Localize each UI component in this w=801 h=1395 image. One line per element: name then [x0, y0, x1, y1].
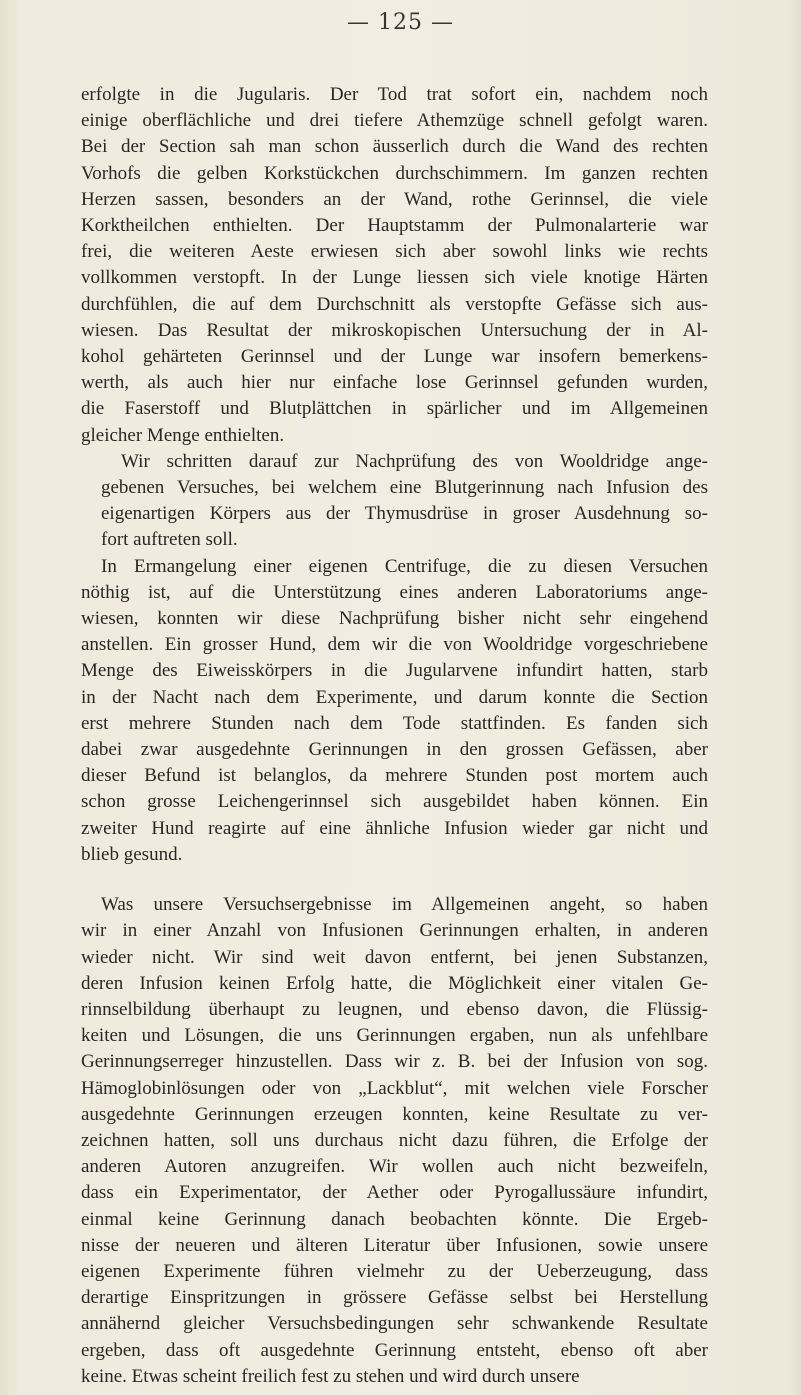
text-line: in der Nacht nach dem Experimente, und darum konnte die Section: [81, 686, 708, 708]
text-line: Herzen sassen, besonders an der Wand, rothe Gerinnsel, die viele: [81, 188, 708, 210]
text-line: kohol gehärteten Gerinnsel und der Lunge war insofern bemerkens-: [81, 346, 708, 368]
text-line: wieder nicht. Wir sind weit davon entfernt, bei jenen Substanzen,: [81, 946, 708, 968]
text-line: nisse der neueren und älteren Literatur über Infusionen, sowie unsere: [81, 1234, 708, 1256]
text-line: eigenartigen Körpers aus der Thymusdrüse in groser Ausdehnung so-: [101, 503, 708, 525]
text-line: gleicher Menge enthielten.: [81, 424, 285, 446]
text-line: wiesen, konnten wir diese Nachprüfung bisher nicht sehr eingehend: [81, 608, 708, 630]
text-line: fort auftreten soll.: [101, 529, 238, 551]
text-line: zweiter Hund reagirte auf eine ähnliche Infusion wieder gar nicht und: [81, 817, 708, 839]
text-line: dass ein Experimentator, der Aether oder Pyrogallussäure infundirt,: [81, 1182, 708, 1204]
text-line: einmal keine Gerinnung danach beobachten könnte. Die Ergeb-: [81, 1208, 708, 1230]
text-line: einige oberflächliche und drei tiefere Athemzüge schnell gefolgt waren.: [81, 110, 708, 132]
body-text: [81, 82, 708, 1390]
text-line: blieb gesund.: [81, 843, 183, 865]
text-line: Wir schritten darauf zur Nachprüfung des von Wooldridge ange-: [121, 450, 708, 472]
text-line: durchfühlen, die auf dem Durchschnitt als verstopfte Gefässe sich aus-: [81, 293, 708, 315]
text-line: Was unsere Versuchsergebnisse im Allgemeinen angeht, so haben: [101, 894, 708, 916]
text-line: rinnselbildung überhaupt zu leugnen, und ebenso davon, die Flüssig-: [81, 998, 708, 1020]
text-line: ergeben, dass oft ausgedehnte Gerinnung entsteht, ebenso oft aber: [81, 1339, 708, 1361]
page-number: — 125 —: [347, 10, 454, 35]
text-line: erst mehrere Stunden nach dem Tode stattfinden. Es fanden sich: [81, 712, 708, 734]
text-line: Bei der Section sah man schon äusserlich durch die Wand des rechten: [81, 136, 708, 158]
text-line: zeichnen hatten, soll uns durchaus nicht dazu führen, die Erfolge der: [81, 1129, 708, 1151]
text-line: werth, als auch hier nur einfache lose Gerinnsel gefunden wurden,: [81, 372, 708, 394]
text-line: ausgedehnte Gerinnungen erzeugen konnten, keine Resultate zu ver-: [81, 1103, 708, 1125]
text-line: wiesen. Das Resultat der mikroskopischen Untersuchung der in Al-: [81, 319, 708, 341]
text-line: annähernd gleicher Versuchsbedingungen sehr schwankende Resultate: [81, 1313, 708, 1335]
paragraph-3: [81, 554, 708, 868]
text-line: Menge des Eiweisskörpers in die Jugularvene infundirt hatten, starb: [81, 660, 708, 682]
text-line: gebenen Versuches, bei welchem eine Blutgerinnung nach Infusion des: [101, 477, 708, 499]
text-line: Korktheilchen enthielten. Der Hauptstamm der Pulmonalarterie war: [81, 215, 708, 237]
text-line: keiten und Lösungen, die uns Gerinnungen ergaben, nun als unfehlbare: [81, 1025, 708, 1047]
paragraph-4: [81, 892, 708, 1390]
text-line: deren Infusion keinen Erfolg hatte, die Möglichkeit einer vitalen Ge-: [81, 972, 708, 994]
text-line: keine. Etwas scheint freilich fest zu stehen und wird durch unsere: [81, 1365, 580, 1387]
text-line: dieser Befund ist belanglos, da mehrere Stunden post mortem auch: [81, 765, 708, 787]
text-line: In Ermangelung einer eigenen Centrifuge, die zu diesen Versuchen: [101, 555, 708, 577]
text-line: Gerinnungserreger hinzustellen. Dass wir z. B. bei der Infusion von sog.: [81, 1051, 708, 1073]
text-line: dabei zwar ausgedehnte Gerinnungen in den grossen Gefässen, aber: [81, 739, 708, 761]
text-line: schon grosse Leichengerinnsel sich ausgebildet haben können. Ein: [81, 791, 708, 813]
text-line: nöthig ist, auf die Unterstützung eines anderen Laboratoriums ange-: [81, 581, 708, 603]
text-line: derartige Einspritzungen in grössere Gefässe selbst bei Herstellung: [81, 1287, 708, 1309]
text-line: die Faserstoff und Blutplättchen in spärlicher und im Allgemeinen: [81, 398, 708, 420]
paragraph-1: [81, 82, 708, 449]
text-line: anderen Autoren anzugreifen. Wir wollen auch nicht bezweifeln,: [81, 1156, 708, 1178]
text-line: anstellen. Ein grosser Hund, dem wir die von Wooldridge vorgeschriebene: [81, 634, 708, 656]
text-line: frei, die weiteren Aeste erwiesen sich aber sowohl links wie rechts: [81, 241, 708, 263]
text-line: wir in einer Anzahl von Infusionen Gerinnungen erhalten, in anderen: [81, 920, 708, 942]
text-line: eigenen Experimente führen vielmehr zu der Ueberzeugung, dass: [81, 1260, 708, 1282]
text-line: erfolgte in die Jugularis. Der Tod trat sofort ein, nachdem noch: [81, 84, 708, 105]
text-line: Vorhofs die gelben Korkstückchen durchschimmern. Im ganzen rechten: [81, 162, 708, 184]
text-line: Hämoglobinlösungen oder von „Lackblut“, mit welchen viele Forscher: [81, 1077, 708, 1099]
text-line: vollkommen verstopft. In der Lunge liessen sich viele knotige Härten: [81, 267, 708, 289]
paragraph-2: [81, 449, 708, 554]
